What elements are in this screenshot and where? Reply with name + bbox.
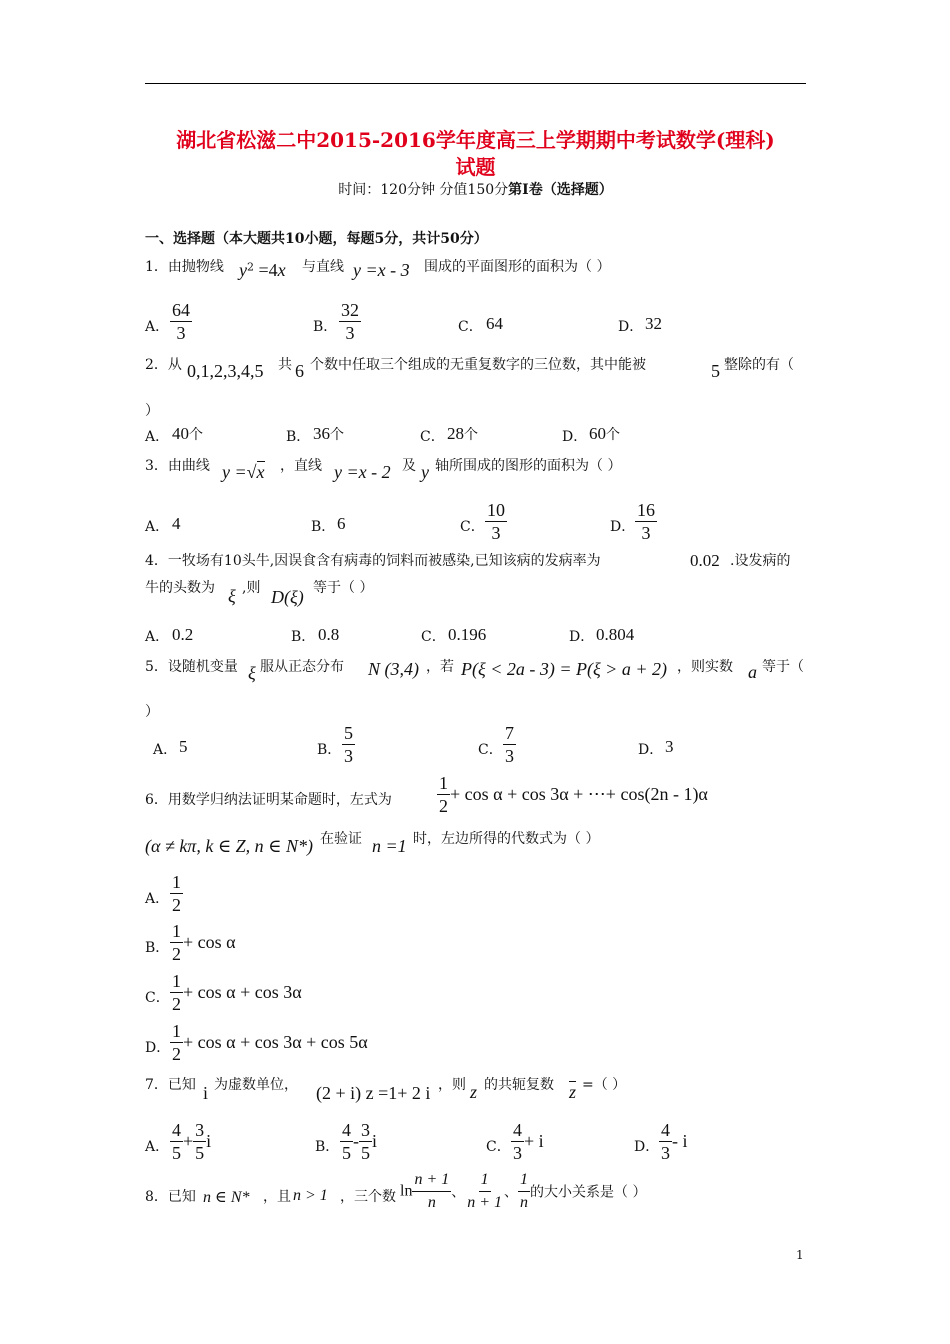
q3-text-2: ，直线: [280, 458, 322, 474]
q6-option-b-label: B．: [145, 940, 170, 956]
q6-expr-condition: (α ≠ kπ, k ∈ Z, n ∈ N*): [145, 836, 313, 856]
q1-text-3: 围成的平面图形的面积为（ ）: [424, 259, 611, 275]
q7-option-a: $\frac{4}{5}$ + $\frac{3}{5}$ i: [172, 1120, 212, 1163]
q7-option-c-label: C．: [486, 1139, 511, 1155]
header-rule: [145, 83, 806, 84]
q6-text-3: 时，左边所得的代数式为（ ）: [413, 831, 600, 847]
q3-expr-curve: y =√x: [222, 462, 265, 482]
q8-text-3: ，三个数: [340, 1189, 396, 1205]
q3-option-d: $\frac{16}{3}$: [637, 500, 655, 543]
q1-option-b-label: B．: [313, 319, 338, 335]
q2-option-d: 60个: [589, 424, 620, 443]
q4-text-3: ,则: [242, 580, 261, 596]
q2-option-c: 28个: [447, 424, 478, 443]
q8-text-2: ，且: [263, 1189, 291, 1205]
q5-text-4: ，则实数: [677, 659, 733, 675]
q2-expr-digits: 0,1,2,3,4,5: [187, 361, 264, 381]
q3-option-c: $\frac{10}{3}$: [487, 500, 505, 543]
q7-option-b: $\frac{4}{5}$ - $\frac{3}{5}$ i: [342, 1120, 378, 1163]
q5-option-c: $\frac{7}{3}$: [505, 723, 514, 766]
q4-text-4: 等于（ ）: [313, 580, 374, 596]
q5-text-5: 等于（: [762, 659, 804, 675]
q2-text-3: 个数中任取三个组成的无重复数字的三位数，其中能被: [310, 357, 646, 373]
q1-expr-parabola: $y^2 =4x$: [239, 260, 286, 280]
section-heading: 一、选择题（本大题共10小题，每题5分，共计50分）: [145, 231, 488, 247]
q2-expr-five: 5: [711, 361, 720, 381]
q2-text-1: 2．从: [145, 357, 182, 373]
q6-expr-n1: n =1: [372, 836, 407, 856]
q6-option-c-label: C．: [145, 990, 170, 1006]
q2-expr-six: 6: [295, 361, 304, 381]
q3-text-4: 轴所围成的图形的面积为（ ）: [435, 458, 622, 474]
q8-text-1: 8．已知: [145, 1189, 196, 1205]
q7-text-4: 的共轭复数: [484, 1077, 554, 1093]
q7-text-5: =（ ）: [582, 1077, 627, 1093]
q5-option-d-label: D．: [638, 742, 664, 758]
q7-text-3: ，则: [438, 1077, 466, 1093]
q5-text-2: 服从正态分布: [260, 659, 344, 675]
q5-option-b: $\frac{5}{3}$: [344, 723, 353, 766]
q6-option-d: $\frac{1}{2}$ + cos α + cos 3α + cos 5α: [172, 1021, 368, 1064]
q4-option-d: 0.804: [596, 625, 635, 644]
q5-option-d: 3: [665, 737, 674, 756]
q3-text-3: 及: [402, 458, 416, 474]
q7-option-c: $\frac{4}{3}$ + i: [513, 1120, 544, 1163]
q2-option-b: 36个: [313, 424, 344, 443]
q8-expr-n-gt-1: n > 1: [293, 1187, 328, 1204]
q7-text-2: 为虚数单位，: [214, 1077, 298, 1093]
q8-expr-numbers: ln $\frac{n + 1}{n}$ 、 $\frac{1}{n + 1}$ 、 $\frac{1}{n}$ 的大小关系是（ ）: [400, 1171, 647, 1211]
q3-expr-line: y =x - 2: [334, 462, 391, 482]
q6-option-c: $\frac{1}{2}$ + cos α + cos 3α: [172, 971, 302, 1014]
q1-option-b: $\frac{32}{3}$: [341, 300, 359, 343]
q6-option-d-label: D．: [145, 1040, 171, 1056]
q5-text-6: ）: [145, 704, 159, 720]
q2-option-d-label: D．: [562, 429, 588, 445]
q5-expr-normal: N (3,4): [368, 659, 419, 679]
q5-expr-a: a: [748, 662, 757, 682]
q4-expr-rate: 0.02: [690, 551, 720, 570]
q1-option-c-label: C．: [458, 319, 483, 335]
q2-text-2: 共: [278, 357, 292, 373]
q4-text-1: 4．一牧场有10头牛,因误食含有病毒的饲料而被感染,已知该病的发病率为: [145, 553, 601, 569]
q1-expr-line: y =x - 3: [353, 260, 410, 280]
q5-text-3: ，若: [426, 659, 454, 675]
q7-text-1: 7．已知: [145, 1077, 196, 1093]
q4-text-2: 牛的头数为: [145, 580, 215, 596]
q6-option-a: $\frac{1}{2}$: [172, 872, 181, 915]
q1-text-1: 1．由抛物线: [145, 259, 224, 275]
q1-option-a-label: A．: [145, 319, 170, 335]
time-score: 时间：120分钟 分值150分: [338, 182, 509, 198]
q2-option-a: 40个: [172, 424, 203, 443]
q5-expr-probability: P(ξ < 2a - 3) = P(ξ > a + 2): [461, 659, 667, 679]
q1-option-c: 64: [486, 314, 503, 333]
q1-option-a: $\frac{64}{3}$: [172, 300, 190, 343]
q4-option-a: 0.2: [172, 625, 194, 644]
q4-option-a-label: A．: [145, 629, 170, 645]
q4-text-1b: .设发病的: [730, 553, 791, 569]
q3-text-1: 3．由曲线: [145, 458, 210, 474]
q7-expr-z: z: [470, 1082, 478, 1102]
q2-text-4: 整除的有（: [724, 357, 794, 373]
q6-text-1: 6．用数学归纳法证明某命题时，左式为: [145, 792, 392, 808]
q8-expr-n-in-N: n ∈ N*: [203, 1189, 250, 1206]
q6-option-b: $\frac{1}{2}$ + cos α: [172, 921, 236, 964]
q3-option-c-label: C．: [460, 519, 485, 535]
page-number: 1: [796, 1248, 804, 1262]
q2-text-5: ）: [145, 403, 159, 419]
q4-expr-variance: D(ξ): [271, 587, 304, 607]
q2-option-b-label: B．: [286, 429, 311, 445]
q5-text-1: 5．设随机变量: [145, 659, 238, 675]
q7-option-d: $\frac{4}{3}$ - i: [661, 1120, 688, 1163]
q7-option-d-label: D．: [634, 1139, 660, 1155]
q7-option-a-label: A．: [145, 1139, 170, 1155]
q5-option-a: 5: [179, 737, 188, 756]
q4-option-b: 0.8: [318, 625, 340, 644]
q7-expr-i: i: [203, 1083, 209, 1103]
q5-option-b-label: B．: [317, 742, 342, 758]
q5-option-a-label: A．: [153, 742, 178, 758]
q3-expr-y: y: [421, 462, 429, 482]
q7-option-b-label: B．: [315, 1139, 340, 1155]
q3-option-b-label: B．: [311, 519, 336, 535]
q3-option-a-label: A．: [145, 519, 170, 535]
q6-expr-lhs: $\frac{1}{2}$ + cos α + cos 3α + ⋯+ cos(2n - 1)α: [439, 773, 708, 816]
exam-meta: [145, 179, 806, 199]
q4-option-d-label: D．: [569, 629, 595, 645]
q4-option-b-label: B．: [291, 629, 316, 645]
q7-expr-equation: (2 + i) z =1+ 2 i: [316, 1083, 431, 1103]
q2-option-a-label: A．: [145, 429, 170, 445]
q1-option-d-label: D．: [618, 319, 644, 335]
q4-option-c: 0.196: [448, 625, 487, 644]
q7-expr-zbar: $\overline{z}$: [569, 1082, 577, 1102]
q6-option-a-label: A．: [145, 891, 170, 907]
q2-option-c-label: C．: [420, 429, 445, 445]
q3-option-b: 6: [337, 514, 346, 533]
q6-text-2: 在验证: [320, 831, 362, 847]
q5-expr-xi: ξ: [248, 663, 256, 683]
volume-label: 第I卷（选择题）: [508, 182, 613, 198]
exam-title-line1: 湖北省松滋二中2015-2016学年度高三上学期期中考试数学(理科): [176, 128, 775, 152]
q1-text-2: 与直线: [302, 259, 344, 275]
exam-title-line2: 试题: [455, 155, 496, 179]
q1-option-d: 32: [645, 314, 662, 333]
q4-expr-xi: ξ: [228, 586, 236, 606]
q5-option-c-label: C．: [478, 742, 503, 758]
q3-option-d-label: D．: [610, 519, 636, 535]
q4-option-c-label: C．: [421, 629, 446, 645]
q3-option-a: 4: [172, 514, 181, 533]
